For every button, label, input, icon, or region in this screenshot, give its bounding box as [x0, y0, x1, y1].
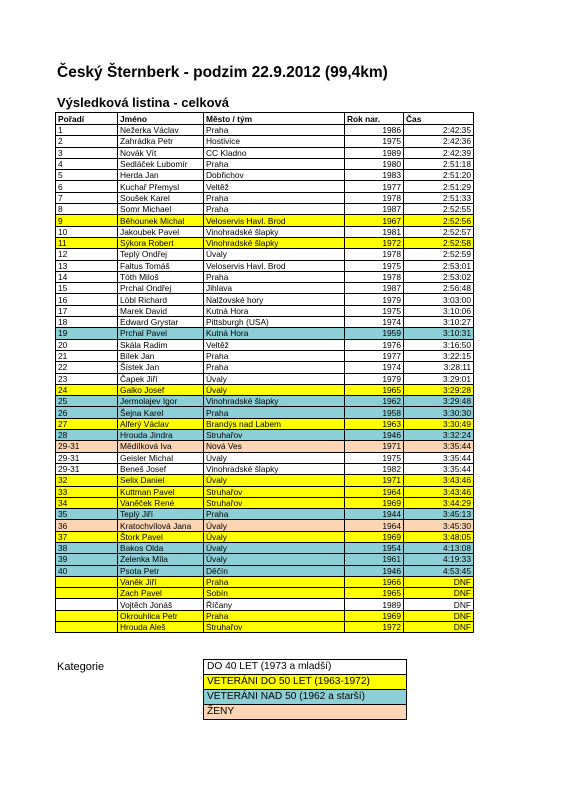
cell-time: DNF — [404, 610, 474, 621]
cell-name: Hrouda Aleš — [118, 622, 204, 633]
cell-name: Zelenka Míla — [118, 554, 204, 565]
cell-rank: 11 — [56, 237, 118, 248]
cell-name: Bakos Olda — [118, 542, 204, 553]
table-row — [56, 294, 474, 305]
table-row — [56, 317, 474, 328]
cell-name: Hrouda Jindra — [118, 430, 204, 441]
cell-name: Faltus Tomáš — [118, 260, 204, 271]
cell-city: Praha — [204, 576, 345, 587]
cell-rank: 13 — [56, 260, 118, 271]
cell-time: 2:42:39 — [404, 147, 474, 158]
cell-name: Selix Daniel — [118, 475, 204, 486]
cell-time: 3:29:28 — [404, 384, 474, 395]
cell-name: Zahrádka Petr — [118, 136, 204, 147]
table-row — [56, 158, 474, 169]
cell-time: 4:19:33 — [404, 554, 474, 565]
cell-time: 2:51:18 — [404, 158, 474, 169]
cell-rank: 36 — [56, 520, 118, 531]
table-row — [56, 373, 474, 384]
cell-name: Sýkora Robert — [118, 237, 204, 248]
cell-rank: 38 — [56, 542, 118, 553]
table-row — [56, 384, 474, 395]
cell-time: 3:29:48 — [404, 396, 474, 407]
cell-year: 1964 — [345, 486, 404, 497]
header-name: Jméno — [118, 113, 204, 125]
cell-time: 2:51:20 — [404, 170, 474, 181]
cell-city: Praha — [204, 362, 345, 373]
legend-body — [204, 660, 407, 720]
cell-time: 3:35:44 — [404, 463, 474, 474]
cell-rank: 14 — [56, 271, 118, 282]
cell-city: Praha — [204, 204, 345, 215]
table-row — [56, 136, 474, 147]
cell-rank: 28 — [56, 430, 118, 441]
cell-name: Novák Vít — [118, 147, 204, 158]
cell-city: Praha — [204, 509, 345, 520]
cell-time: 3:45:13 — [404, 509, 474, 520]
cell-time: 4:13:08 — [404, 542, 474, 553]
cell-city: Praha — [204, 271, 345, 282]
cell-year: 1954 — [345, 542, 404, 553]
cell-name: Vaněček René — [118, 497, 204, 508]
cell-time: 2:42:35 — [404, 125, 474, 136]
cell-city: Úvaly — [204, 452, 345, 463]
legend-item: VETERÁNI NAD 50 (1962 a starší) — [204, 690, 407, 705]
cell-year: 1944 — [345, 509, 404, 520]
cell-name: Geisler Michal — [118, 452, 204, 463]
cell-time: 3:30:30 — [404, 407, 474, 418]
cell-city: Struhařov — [204, 430, 345, 441]
cell-time: 3:03:00 — [404, 294, 474, 305]
cell-year: 1976 — [345, 339, 404, 350]
legend-row — [204, 675, 407, 690]
cell-year: 1982 — [345, 463, 404, 474]
cell-rank: 24 — [56, 384, 118, 395]
cell-year: 1972 — [345, 237, 404, 248]
cell-city: Praha — [204, 158, 345, 169]
cell-time: 2:56:48 — [404, 283, 474, 294]
cell-city: Praha — [204, 610, 345, 621]
table-row — [56, 170, 474, 181]
page-title: Český Šternberk - podzim 22.9.2012 (99,4km) — [57, 64, 388, 81]
cell-rank: 10 — [56, 226, 118, 237]
table-row — [56, 226, 474, 237]
cell-city: Jihlava — [204, 283, 345, 294]
table-row — [56, 350, 474, 361]
cell-city: Kutná Hora — [204, 305, 345, 316]
cell-rank — [56, 576, 118, 587]
cell-name: Edward Grystar — [118, 317, 204, 328]
cell-name: Čapek Jiří — [118, 373, 204, 384]
cell-time: 3:10:06 — [404, 305, 474, 316]
cell-rank: 37 — [56, 531, 118, 542]
cell-name: Soušek Karel — [118, 192, 204, 203]
table-row — [56, 520, 474, 531]
cell-time: DNF — [404, 599, 474, 610]
table-row — [56, 147, 474, 158]
cell-time: 2:52:59 — [404, 249, 474, 260]
cell-city: Říčany — [204, 599, 345, 610]
cell-name: Tóth Miloš — [118, 271, 204, 282]
cell-year: 1975 — [345, 136, 404, 147]
cell-year: 1969 — [345, 610, 404, 621]
cell-rank: 15 — [56, 283, 118, 294]
cell-time: 2:52:55 — [404, 204, 474, 215]
table-row — [56, 486, 474, 497]
cell-name: Psota Petr — [118, 565, 204, 576]
cell-name: Zach Pavel — [118, 588, 204, 599]
cell-rank: 18 — [56, 317, 118, 328]
cell-time: 3:30:49 — [404, 418, 474, 429]
cell-name: Mědílková Iva — [118, 441, 204, 452]
header-rank: Pořadí — [56, 113, 118, 125]
cell-time: DNF — [404, 588, 474, 599]
table-row — [56, 271, 474, 282]
table-row — [56, 475, 474, 486]
table-row — [56, 407, 474, 418]
cell-city: Úvaly — [204, 542, 345, 553]
cell-year: 1966 — [345, 576, 404, 587]
cell-year: 1961 — [345, 554, 404, 565]
cell-time: 3:29:01 — [404, 373, 474, 384]
cell-name: Jakoubek Pavel — [118, 226, 204, 237]
cell-rank: 17 — [56, 305, 118, 316]
cell-name: Šístek Jan — [118, 362, 204, 373]
cell-rank — [56, 599, 118, 610]
table-row — [56, 181, 474, 192]
cell-name: Vaněk Jiří — [118, 576, 204, 587]
table-row — [56, 418, 474, 429]
cell-time: 4:53:45 — [404, 565, 474, 576]
cell-city: Dobřichov — [204, 170, 345, 181]
cell-year: 1987 — [345, 283, 404, 294]
cell-rank: 3 — [56, 147, 118, 158]
cell-city: Úvaly — [204, 384, 345, 395]
cell-city: Hostivice — [204, 136, 345, 147]
cell-year: 1963 — [345, 418, 404, 429]
legend-row — [204, 705, 407, 720]
cell-name: Běhounek Michal — [118, 215, 204, 226]
category-legend — [203, 659, 407, 720]
table-row — [56, 452, 474, 463]
cell-time: 3:44:29 — [404, 497, 474, 508]
cell-name: Prchal Ondřej — [118, 283, 204, 294]
cell-city: Praha — [204, 192, 345, 203]
cell-rank — [56, 588, 118, 599]
results-table — [55, 112, 474, 633]
cell-year: 1946 — [345, 565, 404, 576]
cell-year: 1977 — [345, 350, 404, 361]
cell-rank: 12 — [56, 249, 118, 260]
cell-name: Bílek Jan — [118, 350, 204, 361]
cell-rank: 2 — [56, 136, 118, 147]
cell-name: Kuchař Přemysl — [118, 181, 204, 192]
cell-time: DNF — [404, 622, 474, 633]
cell-name: Teplý Jiří — [118, 509, 204, 520]
table-row — [56, 542, 474, 553]
cell-rank — [56, 622, 118, 633]
cell-time: 3:10:31 — [404, 328, 474, 339]
table-row — [56, 588, 474, 599]
cell-name: Kratochvílová Jana — [118, 520, 204, 531]
cell-year: 1980 — [345, 158, 404, 169]
cell-year: 1959 — [345, 328, 404, 339]
cell-year: 1971 — [345, 475, 404, 486]
cell-time: 3:22:15 — [404, 350, 474, 361]
cell-city: Struhařov — [204, 497, 345, 508]
cell-time: DNF — [404, 576, 474, 587]
table-row — [56, 554, 474, 565]
header-year: Rok nar. — [345, 113, 404, 125]
cell-year: 1967 — [345, 215, 404, 226]
cell-city: Struhařov — [204, 486, 345, 497]
cell-city: Úvaly — [204, 520, 345, 531]
cell-time: 3:43:46 — [404, 475, 474, 486]
legend-item: ŽENY — [204, 705, 407, 720]
cell-rank: 32 — [56, 475, 118, 486]
cell-rank: 40 — [56, 565, 118, 576]
table-row — [56, 249, 474, 260]
cell-rank: 21 — [56, 350, 118, 361]
table-row — [56, 509, 474, 520]
table-row — [56, 441, 474, 452]
cell-city: Praha — [204, 350, 345, 361]
cell-rank — [56, 610, 118, 621]
cell-year: 1989 — [345, 147, 404, 158]
cell-city: Struhařov — [204, 622, 345, 633]
cell-name: Kuttman Pavel — [118, 486, 204, 497]
table-row — [56, 396, 474, 407]
cell-name: Alferý Václav — [118, 418, 204, 429]
cell-year: 1978 — [345, 249, 404, 260]
cell-time: 2:52:58 — [404, 237, 474, 248]
cell-rank: 23 — [56, 373, 118, 384]
cell-time: 2:52:57 — [404, 226, 474, 237]
header-city: Město / tým — [204, 113, 345, 125]
cell-time: 2:42:36 — [404, 136, 474, 147]
cell-name: Löbl Richard — [118, 294, 204, 305]
cell-city: Úvaly — [204, 531, 345, 542]
cell-time: 3:35:44 — [404, 441, 474, 452]
cell-year: 1989 — [345, 599, 404, 610]
cell-year: 1975 — [345, 260, 404, 271]
cell-city: Úvaly — [204, 249, 345, 260]
cell-year: 1975 — [345, 452, 404, 463]
cell-year: 1946 — [345, 430, 404, 441]
cell-year: 1986 — [345, 125, 404, 136]
cell-name: Okrouhlica Petr — [118, 610, 204, 621]
cell-rank: 29-31 — [56, 452, 118, 463]
cell-name: Herda Jan — [118, 170, 204, 181]
cell-rank: 35 — [56, 509, 118, 520]
cell-year: 1978 — [345, 192, 404, 203]
cell-time: 2:53:01 — [404, 260, 474, 271]
cell-rank: 29-31 — [56, 441, 118, 452]
cell-year: 1964 — [345, 520, 404, 531]
cell-city: Brandýs nad Labem — [204, 418, 345, 429]
cell-city: Kutná Hora — [204, 328, 345, 339]
cell-rank: 34 — [56, 497, 118, 508]
table-row — [56, 610, 474, 621]
table-row — [56, 215, 474, 226]
cell-name: Teplý Ondřej — [118, 249, 204, 260]
cell-city: Sobín — [204, 588, 345, 599]
cell-city: Vinohradské šlapky — [204, 396, 345, 407]
cell-city: Praha — [204, 407, 345, 418]
cell-year: 1977 — [345, 181, 404, 192]
table-row — [56, 339, 474, 350]
cell-year: 1974 — [345, 362, 404, 373]
cell-year: 1962 — [345, 396, 404, 407]
cell-year: 1981 — [345, 226, 404, 237]
cell-rank: 4 — [56, 158, 118, 169]
table-row — [56, 497, 474, 508]
cell-year: 1979 — [345, 294, 404, 305]
table-row — [56, 362, 474, 373]
table-row — [56, 237, 474, 248]
cell-name: Prchal Pavel — [118, 328, 204, 339]
cell-rank: 7 — [56, 192, 118, 203]
cell-year: 1969 — [345, 497, 404, 508]
table-row — [56, 565, 474, 576]
cell-time: 3:32:24 — [404, 430, 474, 441]
cell-time: 3:16:50 — [404, 339, 474, 350]
cell-time: 3:28:11 — [404, 362, 474, 373]
table-row — [56, 576, 474, 587]
page-subtitle: Výsledková listina - celková — [57, 95, 229, 110]
cell-time: 2:51:29 — [404, 181, 474, 192]
cell-rank: 29-31 — [56, 463, 118, 474]
cell-city: Pittsburgh (USA) — [204, 317, 345, 328]
cell-rank: 33 — [56, 486, 118, 497]
cell-time: 3:45:30 — [404, 520, 474, 531]
cell-year: 1987 — [345, 204, 404, 215]
cell-name: Beneš Josef — [118, 463, 204, 474]
table-header-row — [56, 113, 474, 125]
cell-name: Jermolajev Igor — [118, 396, 204, 407]
table-row — [56, 531, 474, 542]
cell-year: 1965 — [345, 588, 404, 599]
cell-name: Šejna Karel — [118, 407, 204, 418]
table-row — [56, 305, 474, 316]
table-row — [56, 328, 474, 339]
cell-city: Vinohradské šlapky — [204, 463, 345, 474]
cell-time: 3:48:05 — [404, 531, 474, 542]
legend-row — [204, 690, 407, 705]
cell-city: Nalžovské hory — [204, 294, 345, 305]
cell-rank: 19 — [56, 328, 118, 339]
cell-time: 2:52:56 — [404, 215, 474, 226]
cell-rank: 22 — [56, 362, 118, 373]
cell-city: Děčín — [204, 565, 345, 576]
cell-city: Veltěž — [204, 181, 345, 192]
cell-rank: 8 — [56, 204, 118, 215]
cell-year: 1972 — [345, 622, 404, 633]
cell-name: Nežerka Václav — [118, 125, 204, 136]
cell-name: Sedláček Lubomír — [118, 158, 204, 169]
table-row — [56, 260, 474, 271]
cell-city: CC Kladno — [204, 147, 345, 158]
cell-rank: 5 — [56, 170, 118, 181]
cell-city: Nová Ves — [204, 441, 345, 452]
table-row — [56, 192, 474, 203]
cell-city: Veltěž — [204, 339, 345, 350]
cell-city: Veloservis Havl. Brod — [204, 260, 345, 271]
cell-name: Marek David — [118, 305, 204, 316]
legend-label: Kategorie — [57, 661, 105, 673]
cell-year: 1965 — [345, 384, 404, 395]
cell-city: Úvaly — [204, 373, 345, 384]
cell-name: Galko Josef — [118, 384, 204, 395]
cell-city: Veloservis Havl. Brod — [204, 215, 345, 226]
cell-year: 1975 — [345, 305, 404, 316]
cell-year: 1969 — [345, 531, 404, 542]
cell-city: Úvaly — [204, 554, 345, 565]
cell-city: Úvaly — [204, 475, 345, 486]
cell-rank: 1 — [56, 125, 118, 136]
cell-name: Štork Pavel — [118, 531, 204, 542]
header-time: Čas — [404, 113, 474, 125]
cell-name: Somr Michael — [118, 204, 204, 215]
cell-rank: 20 — [56, 339, 118, 350]
table-row — [56, 204, 474, 215]
cell-city: Vinohradské šlapky — [204, 237, 345, 248]
table-row — [56, 463, 474, 474]
cell-rank: 39 — [56, 554, 118, 565]
cell-name: Vojtěch Jonáš — [118, 599, 204, 610]
cell-time: 2:51:33 — [404, 192, 474, 203]
legend-row — [204, 660, 407, 675]
cell-year: 1979 — [345, 373, 404, 384]
cell-year: 1978 — [345, 271, 404, 282]
cell-rank: 6 — [56, 181, 118, 192]
cell-time: 2:53:02 — [404, 271, 474, 282]
cell-city: Vinohradské šlapky — [204, 226, 345, 237]
cell-year: 1958 — [345, 407, 404, 418]
cell-rank: 16 — [56, 294, 118, 305]
cell-time: 3:43:46 — [404, 486, 474, 497]
cell-year: 1971 — [345, 441, 404, 452]
legend-item: DO 40 LET (1973 a mladší) — [204, 660, 407, 675]
cell-year: 1983 — [345, 170, 404, 181]
cell-rank: 9 — [56, 215, 118, 226]
results-body — [56, 125, 474, 633]
cell-time: 3:10:27 — [404, 317, 474, 328]
cell-year: 1974 — [345, 317, 404, 328]
table-row — [56, 283, 474, 294]
cell-rank: 25 — [56, 396, 118, 407]
table-row — [56, 125, 474, 136]
cell-time: 3:35:44 — [404, 452, 474, 463]
legend-item: VETERÁNI DO 50 LET (1963-1972) — [204, 675, 407, 690]
cell-name: Skála Radim — [118, 339, 204, 350]
table-row — [56, 430, 474, 441]
table-row — [56, 599, 474, 610]
cell-city: Praha — [204, 125, 345, 136]
cell-rank: 26 — [56, 407, 118, 418]
cell-rank: 27 — [56, 418, 118, 429]
table-row — [56, 622, 474, 633]
